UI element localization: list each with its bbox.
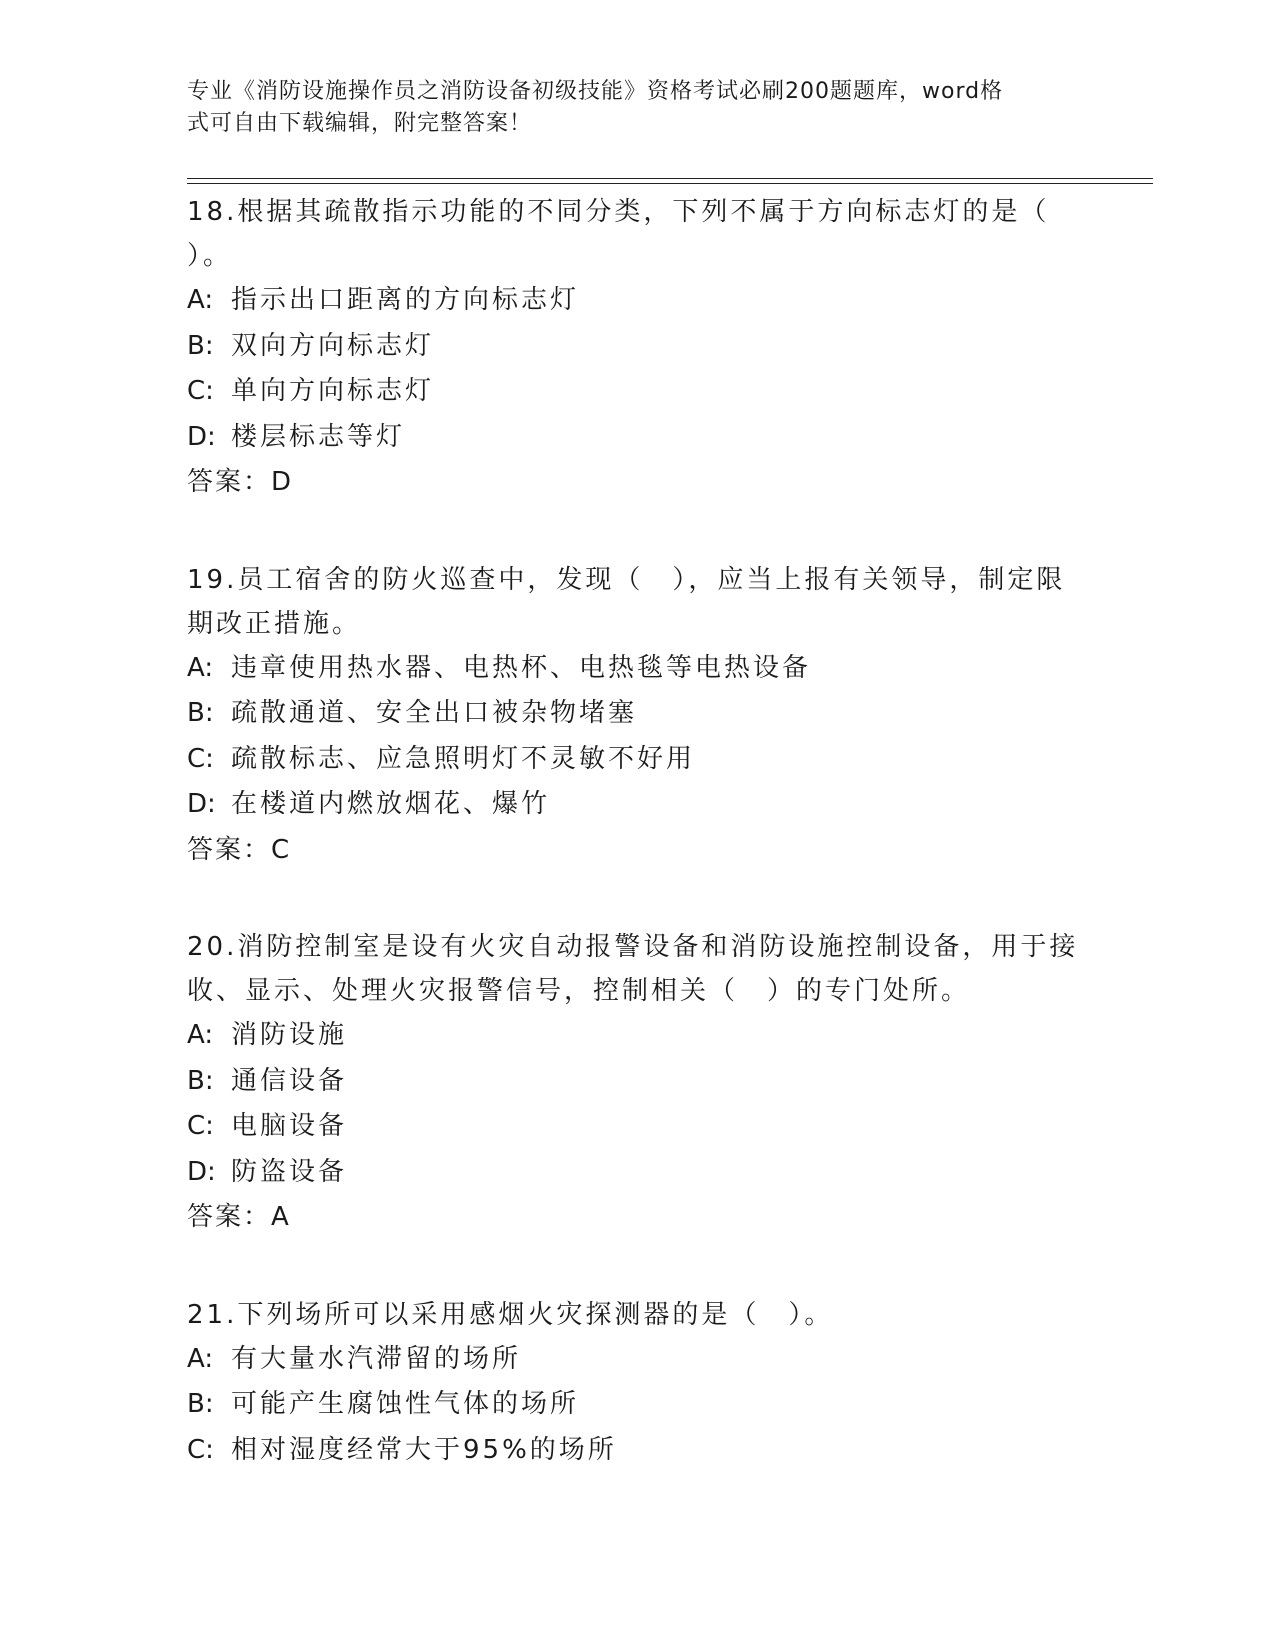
option-b: [187, 691, 1087, 737]
question-list: [187, 190, 1087, 1525]
question-text: 20.消防控制室是设有火灾自动报警设备和消防设施控制设备，用于接: [187, 932, 1079, 962]
option-label: B:: [187, 1065, 214, 1096]
option-text: 双向方向标志灯: [231, 330, 435, 361]
option-c: [187, 737, 1087, 783]
option-c: [187, 1428, 1087, 1474]
option-b: [187, 324, 1087, 370]
option-label: A:: [187, 652, 214, 683]
header-line-1: 专业《消防设施操作员之消防设备初级技能》资格考试必刷200题题库，word格: [187, 79, 1004, 104]
option-label: B:: [187, 1389, 214, 1419]
option-text: 单向方向标志灯: [231, 376, 435, 406]
option-c: [187, 369, 1087, 415]
question-18: [187, 190, 1087, 506]
option-text: 防盗设备: [231, 1156, 348, 1187]
option-a: [187, 1337, 1087, 1383]
question-text-continued: 收、显示、处理火灾报警信号，控制相关（ ）的专门处所。: [187, 976, 971, 1006]
option-text: 违章使用热水器、电热杯、电热毯等电热设备: [231, 652, 812, 683]
option-label: C:: [187, 1111, 214, 1141]
header-divider-bottom: [187, 183, 1153, 184]
option-text: 相对湿度经常大于95%的场所: [231, 1434, 617, 1465]
question-20: [187, 925, 1087, 1241]
option-label: A:: [187, 285, 214, 315]
option-b: [187, 1382, 1087, 1428]
option-text: 通信设备: [231, 1065, 348, 1096]
option-label: A:: [187, 1020, 214, 1050]
question-21: [187, 1293, 1087, 1474]
option-label: D:: [187, 789, 216, 819]
option-label: C:: [187, 743, 214, 774]
option-text: 指示出口距离的方向标志灯: [231, 285, 580, 315]
question-text: 18.根据其疏散指示功能的不同分类，下列不属于方向标志灯的是（: [187, 197, 1050, 227]
question-text: 19.员工宿舍的防火巡查中，发现（ ），应当上报有关领导，制定限: [187, 564, 1066, 595]
answer: 答案：D: [187, 467, 294, 497]
option-text: 在楼道内燃放烟花、爆竹: [231, 789, 551, 819]
option-label: D:: [187, 1156, 216, 1187]
option-a: [187, 646, 1087, 692]
option-text: 可能产生腐蚀性气体的场所: [231, 1389, 580, 1419]
option-text: 楼层标志等灯: [231, 421, 406, 452]
option-label: D:: [187, 421, 216, 452]
option-b: [187, 1059, 1087, 1105]
answer: 答案：A: [187, 1202, 291, 1232]
document-header: [187, 76, 1067, 140]
option-d: [187, 782, 1087, 828]
option-a: [187, 1013, 1087, 1059]
option-text: 有大量水汽滞留的场所: [231, 1343, 522, 1374]
option-label: B:: [187, 698, 214, 728]
option-label: C:: [187, 376, 214, 406]
option-d: [187, 415, 1087, 461]
option-label: C:: [187, 1434, 214, 1465]
option-d: [187, 1150, 1087, 1196]
header-divider-top: [187, 178, 1153, 179]
option-c: [187, 1104, 1087, 1150]
question-19: [187, 558, 1087, 874]
option-label: A:: [187, 1343, 214, 1374]
option-text: 消防设施: [231, 1020, 348, 1050]
option-text: 电脑设备: [231, 1111, 348, 1141]
answer: 答案：C: [187, 834, 292, 865]
option-label: B:: [187, 330, 214, 361]
question-text-continued: 期改正措施。: [187, 608, 362, 639]
question-text: 21.下列场所可以采用感烟火灾探测器的是（ ）。: [187, 1299, 834, 1330]
option-a: [187, 278, 1087, 324]
option-text: 疏散通道、安全出口被杂物堵塞: [231, 698, 638, 728]
option-text: 疏散标志、应急照明灯不灵敏不好用: [231, 743, 696, 774]
header-line-2: 式可自由下载编辑，附完整答案！: [187, 111, 533, 136]
question-text-continued: ）。: [187, 241, 233, 271]
